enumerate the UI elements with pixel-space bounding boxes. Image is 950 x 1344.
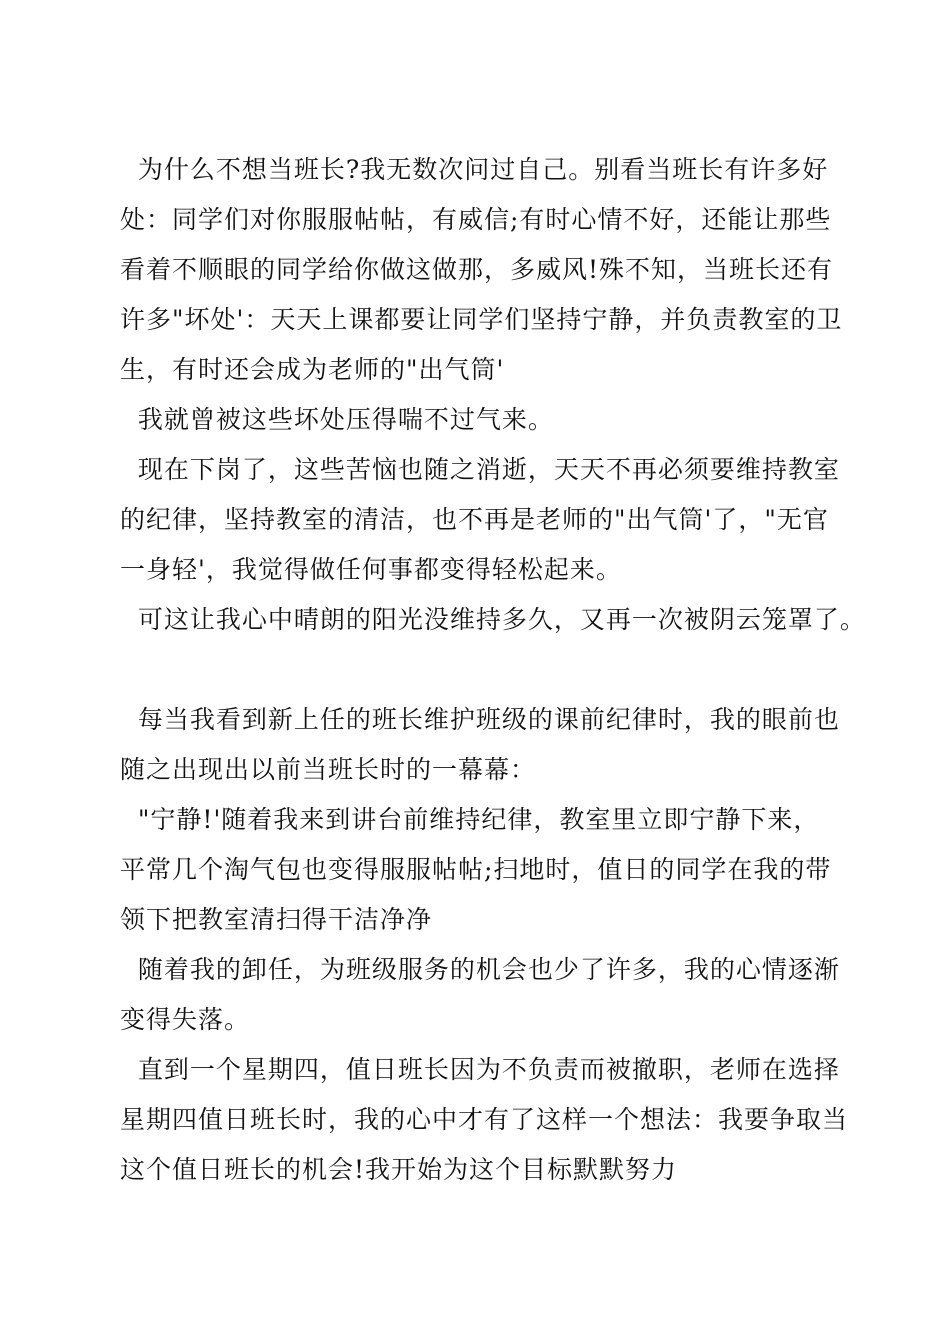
text-line: "宁静!'随着我来到讲台前维持纪律，教室里立即宁静下来， [120,805,820,834]
text-line: 变得失落。 [120,1005,251,1034]
text-line: 这个值日班长的机会!我开始为这个目标默默努力 [120,1155,678,1184]
text-line: 生，有时还会成为老师的"出气筒' [120,355,505,384]
text-line: 每当我看到新上任的班长维护班级的课前纪律时，我的眼前也 [120,705,840,734]
text-line: 直到一个星期四，值日班长因为不负责而被撤职，老师在选择 [120,1055,840,1084]
text-line: 处：同学们对你服服帖帖，有威信;有时心情不好，还能让那些 [120,205,832,234]
text-line: 现在下岗了，这些苦恼也随之消逝，天天不再必须要维持教室 [120,455,840,484]
text-line: 领下把教室清扫得干洁净净 [120,905,433,934]
text-line: 的纪律，坚持教室的清洁，也不再是老师的"出气筒'了，"无官 [120,505,829,534]
text-line: 随之出现出以前当班长时的一幕幕： [120,755,537,784]
text-line: 为什么不想当班长?我无数次问过自己。别看当班长有许多好 [120,155,829,184]
text-line: 许多"坏处'：天天上课都要让同学们坚持宁静，并负责教室的卫 [120,305,843,334]
text-line: 随着我的卸任，为班级服务的机会也少了许多，我的心情逐渐 [120,955,840,984]
text-line: 可这让我心中晴朗的阳光没维持多久，又再一次被阴云笼罩了。 [120,605,866,634]
text-line: 平常几个淘气包也变得服服帖帖;扫地时，值日的同学在我的带 [120,855,832,884]
text-line: 看着不顺眼的同学给你做这做那，多威风!殊不知，当班长还有 [120,255,834,284]
text-line: 一身轻'，我觉得做任何事都变得轻松起来。 [120,555,622,584]
text-line: 星期四值日班长时，我的心中才有了这样一个想法：我要争取当 [120,1105,849,1134]
text-line: 我就曾被这些坏处压得喘不过气来。 [120,405,554,434]
